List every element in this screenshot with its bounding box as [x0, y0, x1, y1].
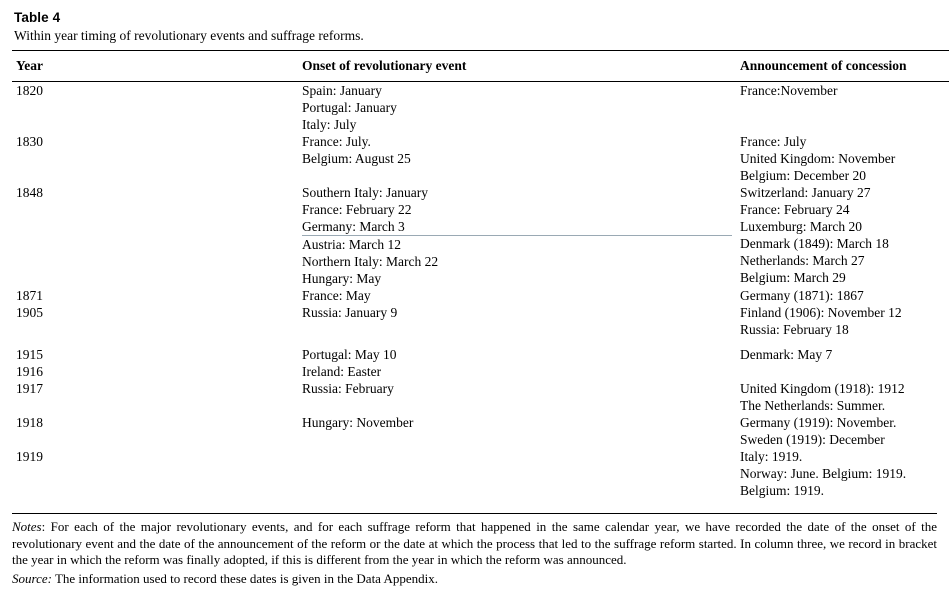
- source-paragraph: [12, 571, 937, 588]
- cell-year: 1917: [16, 381, 43, 396]
- cell-concession: Germany (1919): November. Sweden (1919): December: [740, 415, 897, 447]
- notes-text: : For each of the major revolutionary events, and for each suffrage reform that happened in the same calendar year, we have recorded the date of the onset of the revolutionary event and the date of the announcement of the reform or the date at which the process that led to the suffrage reform started. In column three, we record in bracket the year in which the reform was finally adopted, if this is different from the year in which the reform was announced.: [12, 519, 937, 567]
- table-head: [12, 51, 949, 82]
- table-body: [12, 82, 949, 508]
- cell-year: 1919: [16, 449, 43, 464]
- row-spacer: [12, 338, 949, 346]
- cell-onset: France: July. Belgium: August 25: [302, 134, 411, 166]
- data-table: [12, 50, 949, 507]
- table-row: [12, 363, 949, 380]
- cell-concession: Denmark: May 7: [740, 347, 833, 362]
- column-header-onset: Onset of revolutionary event: [302, 58, 467, 73]
- cell-concession: United Kingdom (1918): 1912 The Netherlands: Summer.: [740, 381, 905, 413]
- table-row: [12, 304, 949, 338]
- notes-paragraph: [12, 519, 937, 569]
- cell-year: 1830: [16, 134, 43, 149]
- notes-label: Notes: [12, 519, 42, 534]
- cell-concession: Italy: 1919. Norway: June. Belgium: 1919. Belgium: 1919.: [740, 449, 907, 498]
- cell-onset: Hungary: November: [302, 415, 414, 430]
- cell-year: 1918: [16, 415, 43, 430]
- table-row: [12, 82, 949, 134]
- table-row: [12, 346, 949, 363]
- source-label: Source:: [12, 570, 52, 586]
- cell-year: 1848: [16, 185, 43, 200]
- table-row: [12, 448, 949, 499]
- cell-concession: Switzerland: January 27 France: February 24 Luxemburg: March 20 Denmark (1849): March 18 Netherlands: March 27 Belgium: March 29: [740, 185, 889, 285]
- cell-onset: Portugal: May 10: [302, 347, 397, 362]
- cell-concession: France: July United Kingdom: November Belgium: December 20: [740, 134, 896, 183]
- table-footer: [12, 513, 937, 587]
- table-row: [12, 184, 949, 287]
- cell-onset: Russia: January 9: [302, 305, 398, 320]
- cell-year: 1820: [16, 83, 43, 98]
- cell-onset: Spain: January Portugal: January Italy: July: [302, 83, 397, 132]
- table-header-row: [12, 51, 949, 82]
- cell-concession: France:November: [740, 83, 838, 98]
- table-row: [12, 133, 949, 184]
- row-spacer: [12, 499, 949, 507]
- column-header-concession: Announcement of concession: [740, 58, 907, 73]
- table-row: [12, 414, 949, 448]
- cell-onset: Russia: February: [302, 381, 394, 396]
- table-row: [12, 287, 949, 304]
- cell-concession: Germany (1871): 1867: [740, 288, 864, 303]
- table-row: [12, 380, 949, 414]
- column-header-year: Year: [16, 58, 43, 73]
- cell-onset: France: May: [302, 288, 371, 303]
- cell-year: 1871: [16, 288, 43, 303]
- source-text: The information used to record these dates is given in the Data Appendix.: [51, 570, 439, 586]
- cell-concession: [736, 363, 949, 380]
- cell-year: 1916: [16, 364, 43, 379]
- table-caption: Within year timing of revolutionary events and suffrage reforms.: [14, 28, 364, 43]
- table-label: Table 4: [14, 10, 61, 25]
- cell-onset: [298, 448, 736, 499]
- cell-onset: Southern Italy: January France: February 22 Germany: March 3 Austria: March 12 Northern Italy: March 22 Hungary: May: [298, 184, 736, 287]
- cell-year: 1905: [16, 305, 43, 320]
- cell-concession: Finland (1906): November 12 Russia: February 18: [740, 305, 902, 337]
- cell-year: 1915: [16, 347, 43, 362]
- cell-onset: Ireland: Easter: [302, 364, 382, 379]
